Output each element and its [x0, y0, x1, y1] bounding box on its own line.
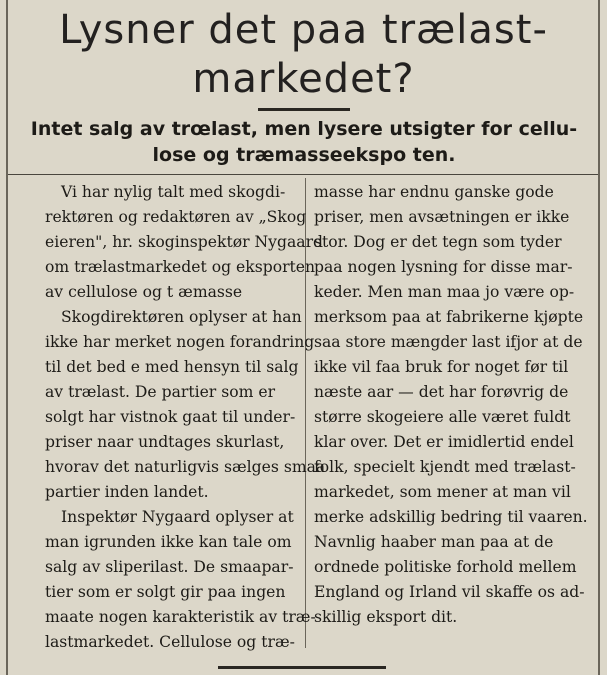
text-line: markedet, som mener at man vil	[314, 483, 571, 501]
text-line: keder. Men man maa jo være op-	[314, 283, 575, 301]
text-line: England og Irland vil skaffe os ad-	[314, 583, 585, 601]
section-divider	[8, 174, 598, 175]
text-line: priser naar undtages skurlast,	[45, 433, 285, 451]
text-line: om trælastmarkedet og eksporten	[45, 258, 316, 276]
text-line: man igrunden ikke kan tale om	[45, 533, 292, 551]
text-line: maate nogen karakteristik av træ-	[45, 608, 316, 626]
text-line: tier som er solgt gir paa ingen	[45, 583, 286, 601]
headline-line-2: markedet?	[192, 56, 415, 102]
subheadline-line-1: Intet salg av trœlast, men lysere utsigter for cellu-	[30, 118, 578, 140]
text-line: Vi har nylig talt med skogdi-	[61, 183, 286, 201]
subheadline-line-2: lose og træmasseekspo ten.	[152, 144, 456, 166]
text-line: salg av sliperilast. De smaapar-	[45, 558, 294, 576]
text-line: masse har endnu ganske gode	[314, 183, 554, 201]
text-line: skillig eksport dit.	[314, 608, 458, 626]
headline-line-1: Lysner det paa trælast-	[59, 7, 548, 53]
text-line: ordnede politiske forhold mellem	[314, 558, 577, 576]
text-line: klar over. Det er imidlertid endel	[314, 433, 574, 451]
text-line: Inspektør Nygaard oplyser at	[61, 508, 294, 526]
text-line: merksom paa at fabrikerne kjøpte	[314, 308, 584, 326]
text-line: av trælast. De partier som er	[45, 383, 276, 401]
article-column-left	[45, 180, 325, 655]
text-line: av cellulose og t æmasse	[45, 283, 243, 301]
text-line: merke adskillig bedring til vaaren.	[314, 508, 588, 526]
text-line: større skogeiere alle været fuldt	[314, 408, 571, 426]
headline-divider	[258, 108, 350, 111]
text-line: Skogdirektøren oplyser at han	[61, 308, 302, 326]
text-line: folk, specielt kjendt med trælast-	[314, 458, 576, 476]
text-line: ikke har merket nogen forandring	[45, 333, 315, 351]
text-line: ikke vil faa bruk for noget før til	[314, 358, 569, 376]
text-line: stor. Dog er det tegn som tyder	[314, 233, 562, 251]
right-border-rule	[598, 0, 600, 675]
text-line: eieren", hr. skoginspektør Nygaard	[45, 233, 323, 251]
article-column-right	[314, 180, 588, 630]
text-line: partier inden landet.	[45, 483, 209, 501]
text-line: paa nogen lysning for disse mar-	[314, 258, 573, 276]
text-line: rektøren og redaktøren av „Skog	[45, 208, 307, 226]
text-line: saa store mængder last ifjor at de	[314, 333, 583, 351]
text-line: næste aar — det har forøvrig de	[314, 383, 569, 401]
text-line: Navnlig haaber man paa at de	[314, 533, 554, 551]
text-line: til det bed e med hensyn til salg	[45, 358, 299, 376]
end-divider	[218, 666, 386, 669]
left-border-rule	[6, 0, 8, 675]
text-line: priser, men avsætningen er ikke	[314, 208, 570, 226]
text-line: hvorav det naturligvis sælges smaa	[45, 458, 326, 476]
text-line: solgt har vistnok gaat til under-	[45, 408, 296, 426]
text-line: lastmarkedet. Cellulose og træ-	[45, 633, 295, 651]
